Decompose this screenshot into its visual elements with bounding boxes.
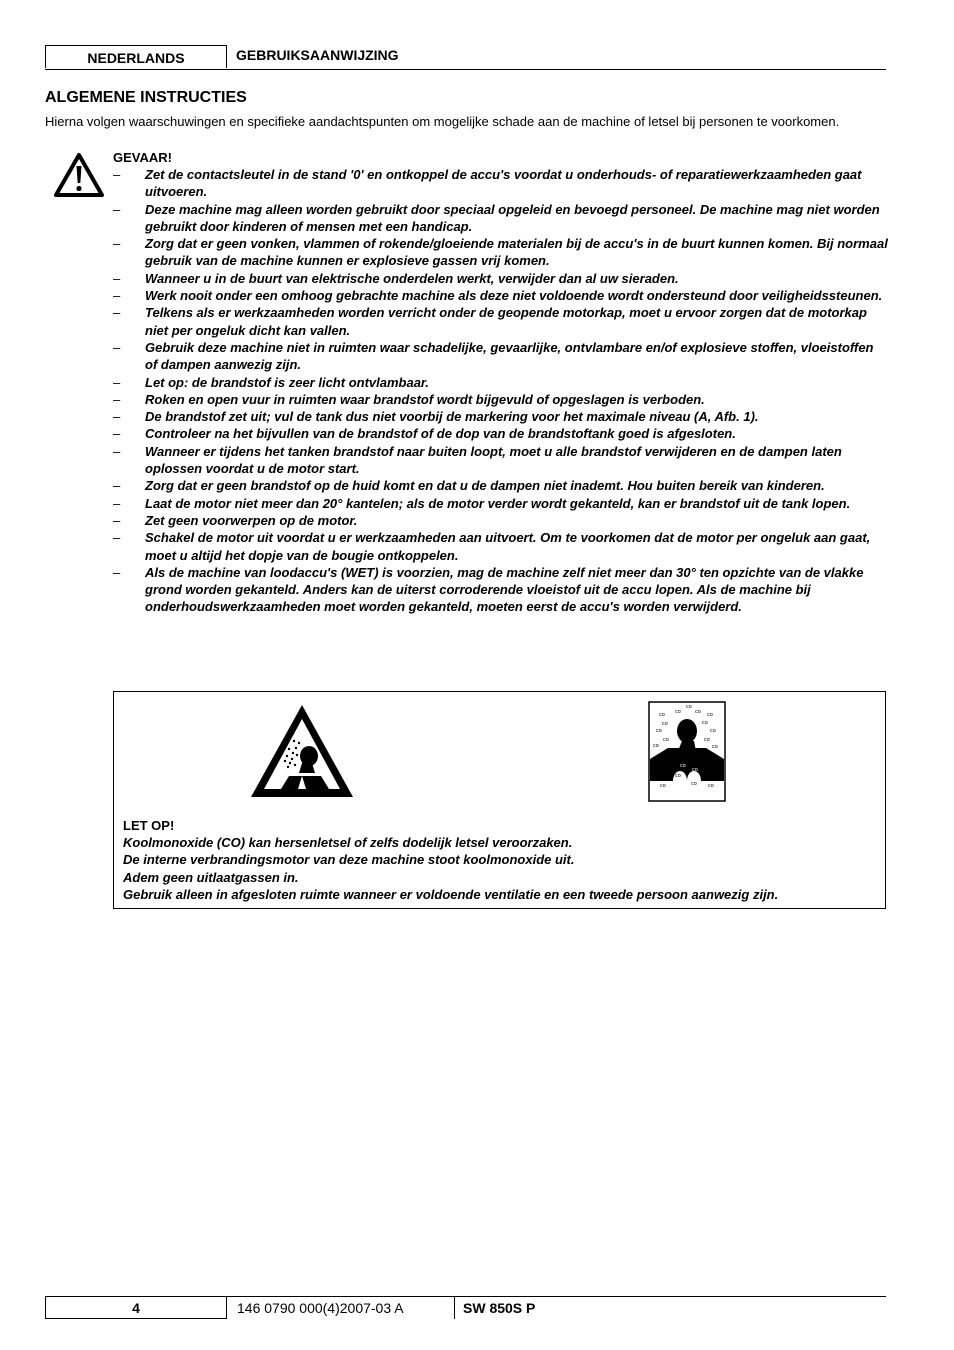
list-item: – Zorg dat er geen brandstof op de huid komt en dat u de dampen niet inademt. Hou buiten bereik van kinderen. (113, 478, 825, 494)
list-item: – Telkens als er werkzaamheden worden verricht onder de geopende motorkap, moet u ervoor zorgen dat de motorkap niet per ongeluk dicht kan vallen. (113, 305, 867, 338)
co-label: co (662, 721, 668, 727)
list-item: – Zorg dat er geen vonken, vlammen of rokende/gloeiende materialen bij de accu's in de buurt kunnen komen. Bij normaal gebruik van de machine kunnen er explosieve gassen vrij komen. (113, 236, 888, 269)
page-footer (45, 1296, 886, 1320)
notice-line: Adem geen uitlaatgassen in. (123, 869, 299, 885)
header-language: NEDERLANDS (45, 45, 227, 68)
co-label: co (708, 783, 714, 789)
co-label: co (702, 720, 708, 726)
co-label: co (692, 767, 698, 773)
notice-line: Gebruik alleen in afgesloten ruimte wanneer er voldoende ventilatie en een tweede persoon aanwezig zijn. (123, 886, 779, 902)
list-item: – Controleer na het bijvullen van de brandstof of de dop van de brandstoftank goed is afgesloten. (113, 426, 736, 442)
co-label: co (686, 704, 692, 710)
list-item: – Schakel de motor uit voordat u er werkzaamheden aan uitvoert. Om te voorkomen dat de motor per ongeluk aan gaat, moet u altijd het dopje van de bougie ontkoppelen. (113, 530, 871, 563)
co-label: co (688, 745, 694, 751)
co-notice-box (113, 691, 886, 909)
co-label: co (660, 783, 666, 789)
warning-triangle-icon (53, 152, 105, 198)
model-name: SW 850S P (463, 1300, 536, 1316)
carbon-monoxide-icon (648, 701, 726, 802)
notice-label: LET OP! (123, 818, 175, 833)
page-header (45, 45, 886, 70)
list-item: – Deze machine mag alleen worden gebruikt door speciaal opgeleid en bevoegd personeel. De machine mag niet worden gebruikt door kinderen of mensen met een handicap. (113, 201, 880, 234)
danger-list (113, 166, 888, 616)
section-title: ALGEMENE INSTRUCTIES (45, 89, 247, 106)
list-item: – Let op: de brandstof is zeer licht ontvlambaar. (113, 374, 429, 390)
list-item: – De brandstof zet uit; vul de tank dus niet voorbij de markering voor het maximale niveau (A, Afb. 1). (113, 409, 759, 425)
page-number: 4 (45, 1297, 227, 1319)
list-item: – Als de machine van loodaccu's (WET) is voorzien, mag de machine zelf niet meer dan 30° ten opzichte van de vlakke grond worden gekanteld. Anders kan de uiterst corroderende vloeistof uit de accu lopen. Als de machine bij onderhoudswerkzaamheden moet worden gekanteld, moeten eerst de accu's worden verwijderd. (113, 564, 864, 615)
co-label: co (704, 737, 710, 743)
list-item: – Werk nooit onder een omhoog gebrachte machine als deze niet voldoende wordt ondersteund door veiligheidssteunen. (113, 288, 883, 304)
co-label: co (663, 737, 669, 743)
document-number: 146 0790 000(4)2007-03 A (237, 1300, 404, 1316)
co-label: co (675, 773, 681, 779)
list-item: – Roken en open vuur in ruimten waar brandstof wordt bijgevuld of opgeslagen is verboden. (113, 391, 705, 407)
co-label: co (653, 743, 659, 749)
co-label: co (656, 728, 662, 734)
list-item: – Wanneer u in de buurt van elektrische onderdelen werkt, verwijder dan al uw sieraden. (113, 270, 679, 286)
co-label: co (712, 744, 718, 750)
list-item: – Wanneer er tijdens het tanken brandstof naar buiten loopt, moet u alle brandstof verwijderen en de dampen laten oplossen voordat u de motor start. (113, 443, 842, 477)
list-item: – Zet de contactsleutel in de stand '0' en ontkoppel de accu's voordat u onderhouds- of reparatiewerkzaamheden gaat uitvoeren. (113, 167, 862, 200)
list-item: – Zet geen voorwerpen op de motor. (113, 512, 358, 528)
header-title: GEBRUIKSAANWIJZING (236, 47, 399, 63)
danger-label: GEVAAR! (113, 150, 172, 165)
co-label: co (707, 712, 713, 718)
notice-text (123, 834, 883, 903)
footer-divider (454, 1297, 455, 1319)
co-label: co (695, 709, 701, 715)
list-item: – Laat de motor niet meer dan 20° kantelen; als de motor verder wordt gekanteld, kan er brandstof uit de tank lopen. (113, 495, 851, 511)
section-intro: Hierna volgen waarschuwingen en specifieke aandachtspunten om mogelijke schade aan de machine of letsel bij personen te voorkomen. (45, 114, 840, 129)
notice-line: De interne verbrandingsmotor van deze machine stoot koolmonoxide uit. (123, 852, 575, 868)
co-label: co (680, 763, 686, 769)
list-item: – Gebruik deze machine niet in ruimten waar schadelijke, gevaarlijke, ontvlambare en/of explosieve stoffen, vloeistoffen of dampen aanwezig zijn. (113, 339, 874, 373)
co-label: co (691, 781, 697, 787)
co-label: co (710, 728, 716, 734)
toxic-gas-warning-icon (249, 703, 355, 799)
co-label: co (675, 709, 681, 715)
co-label: co (670, 747, 676, 753)
notice-line: Koolmonoxide (CO) kan hersenletsel of zelfs dodelijk letsel veroorzaken. (123, 835, 573, 850)
co-label: co (659, 712, 665, 718)
